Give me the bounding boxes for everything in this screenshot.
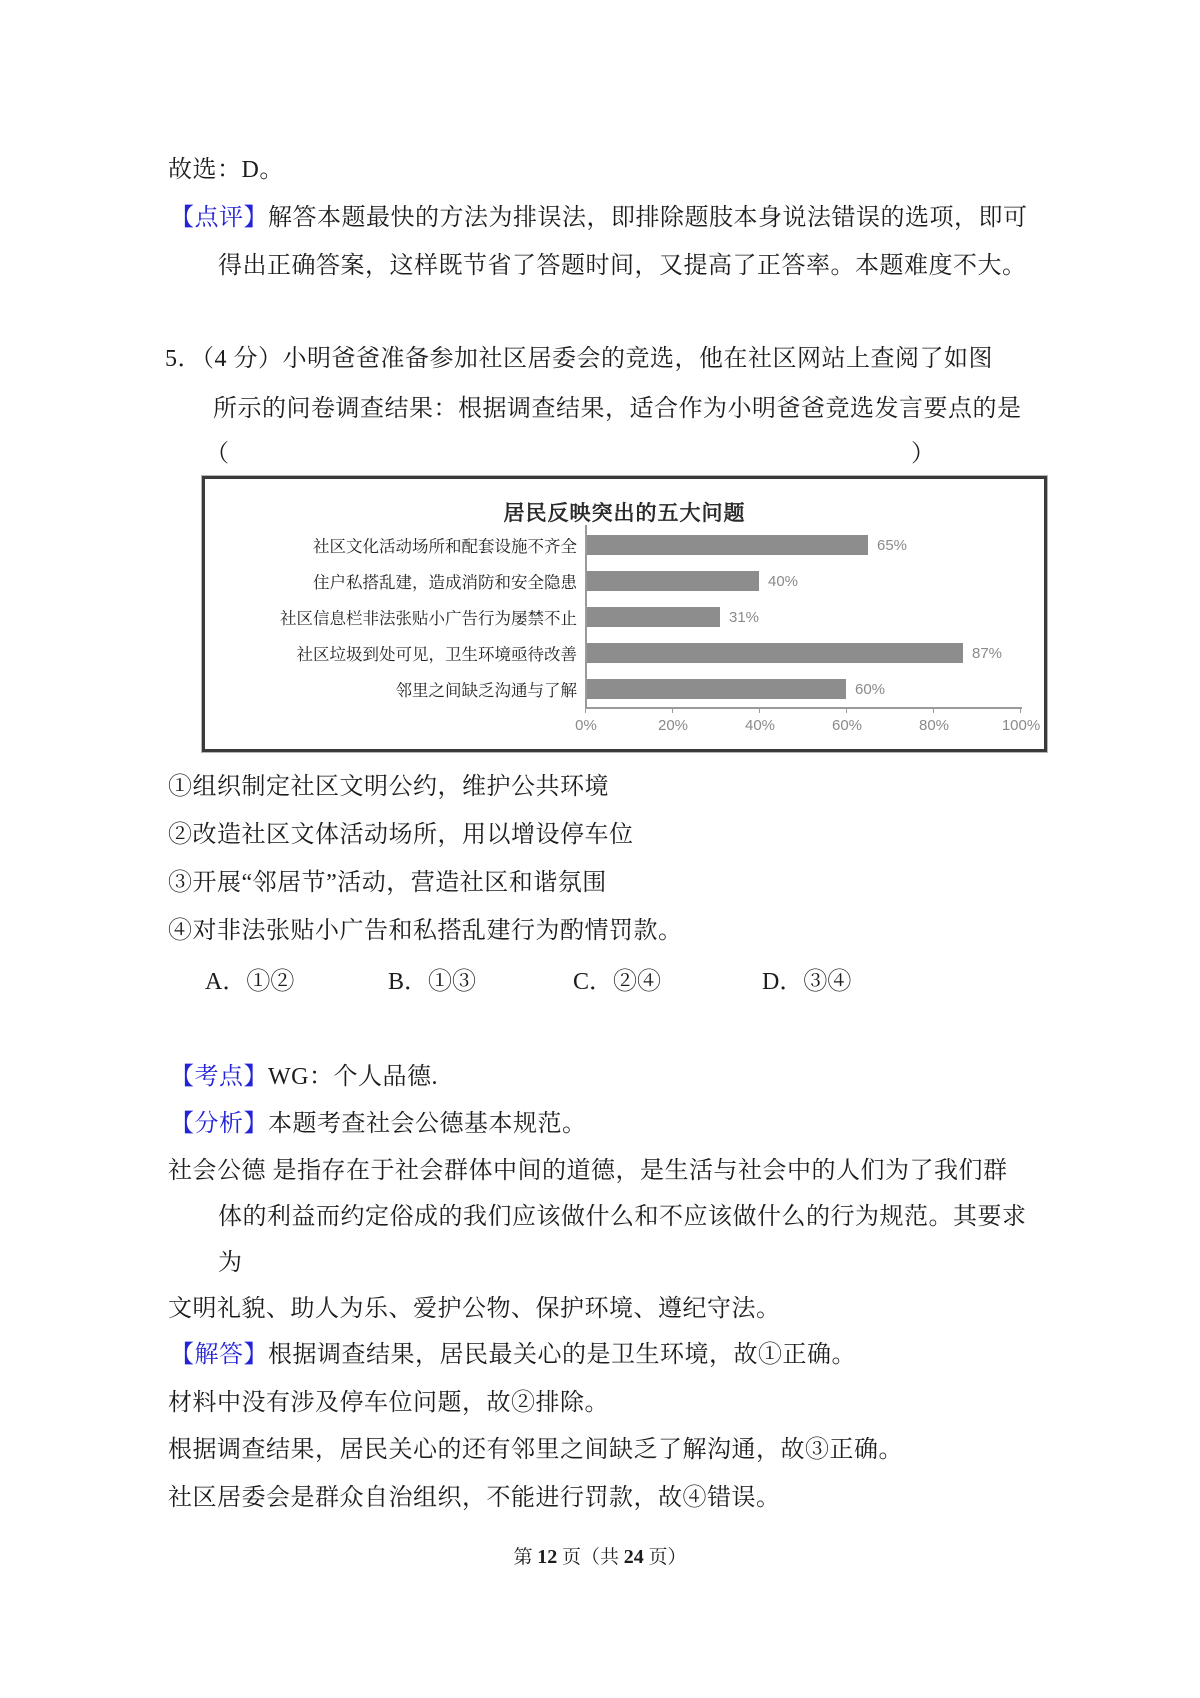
paren-close: ） [911, 441, 935, 467]
bar [585, 643, 963, 663]
x-tick-label: 0% [575, 717, 597, 734]
x-tick [585, 707, 586, 713]
fenxi-text: 本题考查社会公德基本规范。 [268, 1111, 587, 1137]
bar-value: 87% [972, 644, 1003, 662]
x-tick-label: 40% [744, 717, 776, 734]
chart-row [205, 671, 1044, 707]
statement-1: ①组织制定社区文明公约，维护公共环境 [168, 774, 609, 800]
bar-label: 社区信息栏非法张贴小广告行为屡禁不止 [280, 610, 577, 628]
footer-prefix: 第 [513, 1547, 538, 1568]
survey-chart [202, 476, 1047, 752]
question-line-1: 5．（4 分）小明爸爸准备参加社区居委会的竞选，他在社区网站上查阅了如图 [165, 346, 993, 372]
jieda-text-1: 根据调查结果，居民最关心的是卫生环境，故①正确。 [268, 1342, 856, 1368]
bar-label: 邻里之间缺乏沟通与了解 [395, 682, 577, 700]
jieda-tag: 【解答】 [170, 1342, 268, 1368]
kaodian-text: WG：个人品德. [268, 1064, 438, 1090]
page-number-footer [0, 1542, 1200, 1569]
question-line-2: 所示的问卷调查结果：根据调查结果，适合作为小明爸爸竞选发言要点的是 [213, 396, 1022, 422]
x-tick-label: 60% [831, 717, 863, 734]
fenxi-line [170, 1109, 587, 1139]
bar-label: 住户私搭乱建，造成消防和安全隐患 [313, 574, 577, 592]
statement-4: ④对非法张贴小广告和私搭乱建行为酌情罚款。 [168, 918, 683, 944]
x-tick [759, 707, 760, 713]
chart-row [205, 635, 1044, 671]
bar-value: 65% [877, 536, 908, 554]
chart-row [205, 527, 1044, 563]
footer-page-number: 12 [537, 1546, 558, 1568]
x-tick [1020, 707, 1021, 713]
chart-row [205, 563, 1044, 599]
kaodian-tag: 【考点】 [170, 1064, 268, 1090]
chart-title: 居民反映突出的五大问题 [503, 502, 746, 525]
x-tick-label: 80% [918, 717, 950, 734]
x-tick [846, 707, 847, 713]
paren-open: （ [205, 441, 229, 467]
x-axis-line [585, 707, 1022, 709]
bar-value: 31% [729, 608, 760, 626]
analysis-body-2: 体的利益而约定俗成的我们应该做什么和不应该做什么的行为规范。其要求 [218, 1204, 1027, 1230]
comment-line-2: 得出正确答案，这样既节省了答题时间，又提高了正答率。本题难度不大。 [218, 253, 1027, 279]
answer-line: 故选：D。 [168, 157, 284, 183]
analysis-body-3: 为 [218, 1250, 243, 1276]
choice-b: B．①③ [388, 969, 477, 995]
chart-row [205, 599, 1044, 635]
bar-value: 40% [768, 572, 799, 590]
choice-a: A．①② [205, 969, 295, 995]
comment-text-1: 解答本题最快的方法为排误法，即排除题肢本身说法错误的选项，即可 [268, 205, 1028, 231]
analysis-body-1: 社会公德 是指存在于社会群体中间的道德，是生活与社会中的人们为了我们群 [168, 1158, 1008, 1184]
x-tick [672, 707, 673, 713]
comment-tag: 【点评】 [170, 205, 268, 231]
bar [585, 571, 759, 591]
footer-suffix: 页） [643, 1547, 687, 1568]
analysis-body-4: 文明礼貌、助人为乐、爱护公物、保护环境、遵纪守法。 [168, 1296, 781, 1322]
comment-line-1 [170, 203, 1028, 233]
x-tick-label: 20% [657, 717, 689, 734]
answer-blank [205, 433, 935, 468]
statement-2: ②改造社区文体活动场所，用以增设停车位 [168, 822, 634, 848]
jieda-line-4: 社区居委会是群众自治组织，不能进行罚款，故④错误。 [168, 1485, 781, 1511]
jieda-line-1 [170, 1340, 856, 1370]
x-tick-label: 100% [1001, 717, 1041, 734]
bar-label: 社区文化活动场所和配套设施不齐全 [313, 538, 577, 556]
bar [585, 535, 868, 555]
choice-d: D．③④ [762, 969, 852, 995]
bar [585, 607, 720, 627]
x-tick [933, 707, 934, 713]
statement-3: ③开展“邻居节”活动，营造社区和谐氛围 [168, 870, 607, 896]
bar [585, 679, 846, 699]
jieda-line-3: 根据调查结果，居民关心的还有邻里之间缺乏了解沟通，故③正确。 [168, 1437, 903, 1463]
footer-total-pages: 24 [623, 1546, 644, 1568]
jieda-line-2: 材料中没有涉及停车位问题，故②排除。 [168, 1390, 609, 1416]
bar-label: 社区垃圾到处可见，卫生环境亟待改善 [296, 646, 577, 664]
bar-value: 60% [855, 680, 886, 698]
y-axis-line [585, 525, 587, 708]
kaodian-line [170, 1062, 438, 1092]
fenxi-tag: 【分析】 [170, 1111, 268, 1137]
choice-c: C．②④ [573, 969, 662, 995]
footer-middle: 页（共 [557, 1547, 624, 1568]
